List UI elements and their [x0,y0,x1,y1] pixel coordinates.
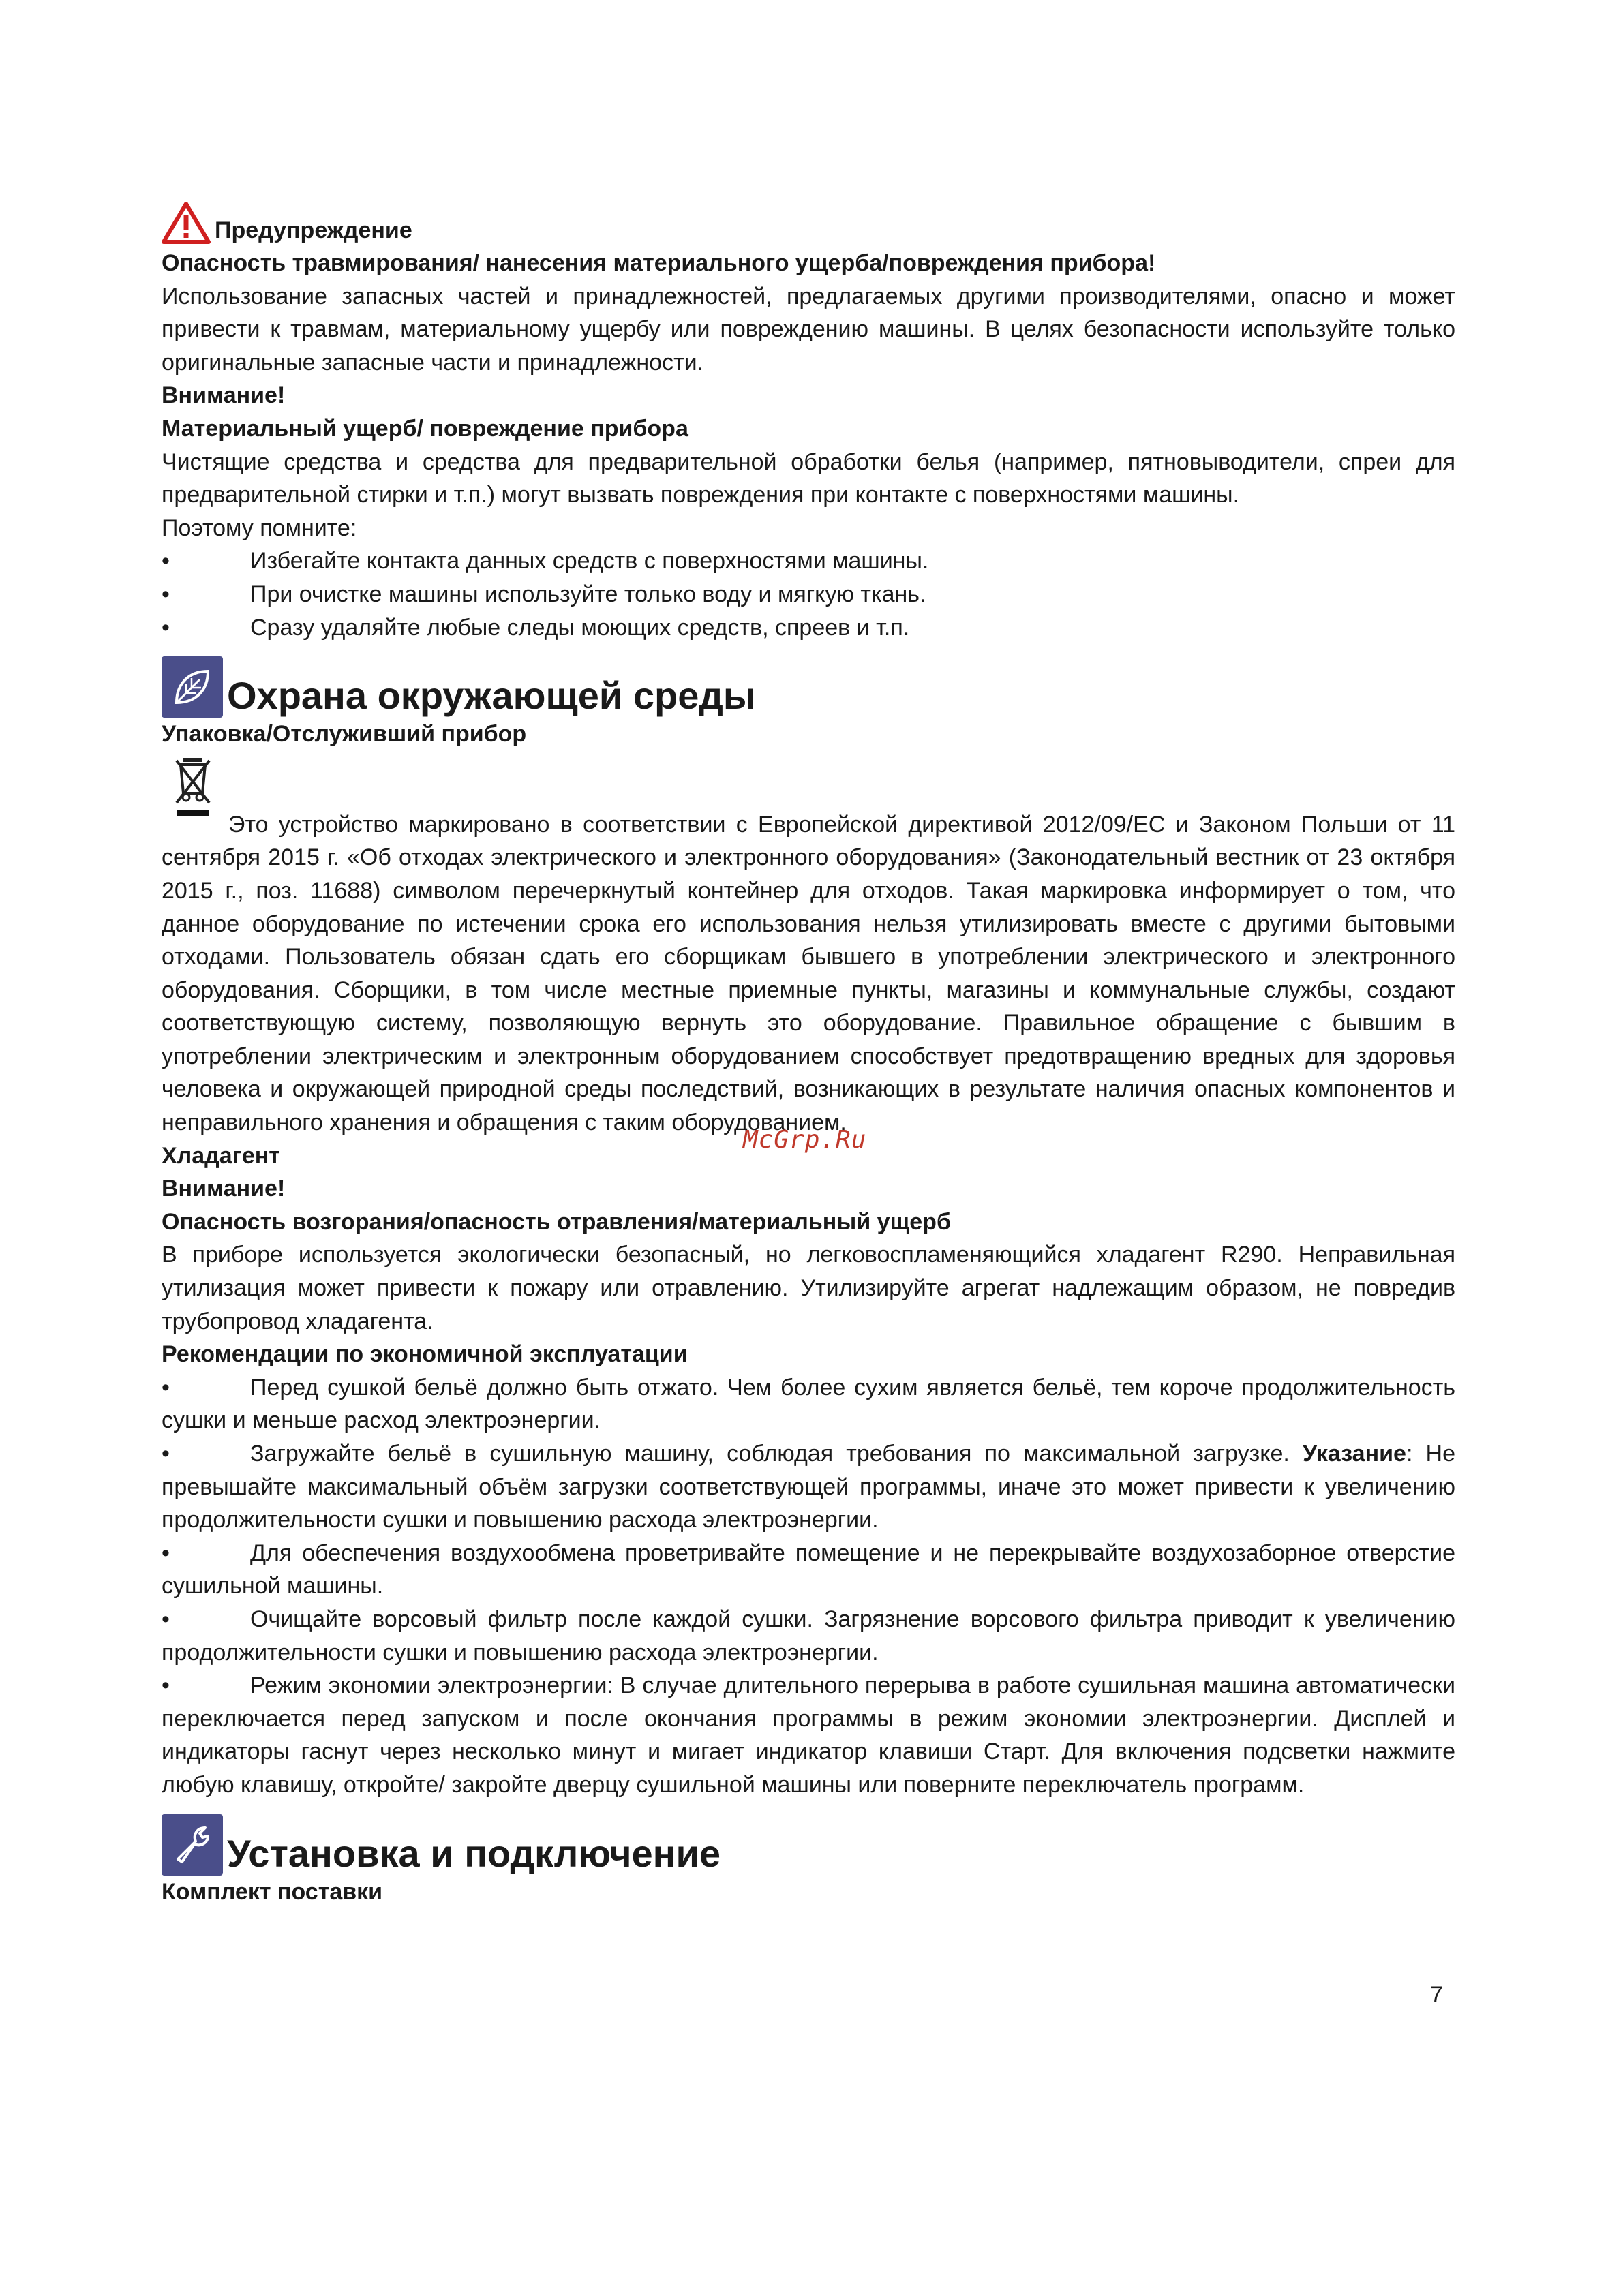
watermark: McGrp.Ru [743,1126,867,1154]
bullet-icon: • [162,1441,170,1467]
packaging-heading: Упаковка/Отслуживший прибор [162,721,527,748]
installation-title: Установка и подключение [227,1831,721,1875]
delivery-heading: Комплект поставки [162,1878,383,1905]
bullet-icon: • [162,581,170,607]
list-item: • Для обеспечения воздухообмена проветривайте помещение и не перекрывайте воздухозаборное отверстие сушильной машины. [162,1537,1455,1603]
bullet-icon: • [162,1374,170,1400]
attention-text: Чистящие средства и средства для предварительной обработки белья (например, пятновыводители, спреи для предварительной стирки и т.п.) могут вызвать повреждения при контакте с поверхностями машины. [162,448,1455,508]
crossed-bin-icon [174,754,212,819]
list-item: • При очистке машины используйте только воду и мягкую ткань. [162,578,1455,611]
refrigerant-heading: Хладагент [162,1142,280,1169]
list-item: • Сразу удаляйте любые следы моющих средств, спреев и т.п. [162,611,1455,645]
section-heading-installation [162,1806,1455,1876]
attention-label: Внимание! [162,382,286,409]
danger-text: В приборе используется экологически безопасный, но легковоспламеняющийся хладагент R290. Неправильная утилизация может привести к пожару или отравлению. Утилизируйте агрегат надлежащим образом, не повредив трубопровод хладагента. [162,1242,1455,1334]
page-number: 7 [1430,1982,1443,2008]
warning-header [162,192,1455,247]
bullet-icon: • [162,1540,170,1566]
leaf-icon [162,656,223,718]
weee-block [162,808,1455,1139]
weee-text: Это устройство маркировано в соответствии с Европейской директивой 2012/09/EC и Законом Польши от 11 сентября 2015 г. «Об отходах электрического и электронного оборудования» (Законодательный вестник от 23 октября 2015 г., поз. 11688) символом перечеркнутый контейнер для отходов. Такая маркировка информирует о том, что данное оборудование по истечении срока его использования нельзя утилизировать вместе с другими бытовыми отходами. Пользователь обязан сдать его сборщикам бывшего в употреблении электрического и электронного оборудования. Сборщики, в том числе местные приемные пункты, магазины и коммунальные службы, создают соответствующую систему, позволяющую вернуть это оборудование. Правильное обращение с бывшим в употреблении электрическим и электронным оборудованием способствует предотвращению вредных для здоровья человека и окружающей природной среды последствий, возникающих в результате наличия опасных компонентов и неправильного хранения и обращения с таким оборудованием. [162,811,1455,1136]
list-item: • Избегайте контакта данных средств с поверхностями машины. [162,545,1455,578]
note-text: : Не превышайте максимальный объём загрузки соответствующей программы, иначе это может привести к увеличению продолжительности сушки и повышению расхода электроэнергии. [162,1441,1455,1533]
note-label: Указание [1303,1441,1406,1467]
list-item: • Загружайте бельё в сушильную машину, соблюдая требования по максимальной загрузке. Указание: Не превышайте максимальный объём загрузки соответствующей программы, иначе это может привести к увеличению продолжительности сушки и повышению расхода электроэнергии. [162,1437,1455,1537]
eco-heading: Рекомендации по экономичной эксплуатации [162,1341,688,1368]
section-heading-environment [162,648,1455,718]
danger-heading: Опасность возгорания/опасность отравления/материальный ущерб [162,1208,951,1235]
warning-triangle-icon [162,202,211,244]
wrench-icon [162,1814,223,1876]
bullet-icon: • [162,1672,170,1699]
warning-text: Использование запасных частей и принадлежностей, предлагаемых другими производителями, опасно и может привести к травмам, материальному ущербу или повреждению машины. В целях безопасности используйте только оригинальные запасные части и принадлежности. [162,283,1455,376]
environment-title: Охрана окружающей среды [227,674,756,718]
warning-title: Предупреждение [215,217,412,243]
warning-heading: Опасность травмирования/ нанесения материального ущерба/повреждения прибора! [162,250,1156,276]
attention-heading: Материальный ущерб/ повреждение прибора [162,415,688,442]
list-item: • Перед сушкой бельё должно быть отжато. Чем более сухим является бельё, тем короче продолжительность сушки и меньше расход электроэнергии. [162,1371,1455,1437]
list-item: • Режим экономии электроэнергии: В случае длительного перерыва в работе сушильная машина автоматически переключается перед запуском и после окончания программы в режим экономии электроэнергии. Дисплей и индикаторы гаснут через несколько минут и мигает индикатор клавиши Старт. Для включения подсветки нажмите любую клавишу, откройте/ закройте дверцу сушильной машины или поверните переключатель программ. [162,1669,1455,1801]
list-item: • Очищайте ворсовый фильтр после каждой сушки. Загрязнение ворсового фильтра приводит к увеличению продолжительности сушки и повышению расхода электроэнергии. [162,1603,1455,1669]
bullet-icon: • [162,1606,170,1632]
document-page [162,192,1455,1908]
remember-text: Поэтому помните: [162,515,357,541]
bullet-icon: • [162,614,170,641]
bullet-icon: • [162,548,170,575]
attention-label-2: Внимание! [162,1176,286,1202]
